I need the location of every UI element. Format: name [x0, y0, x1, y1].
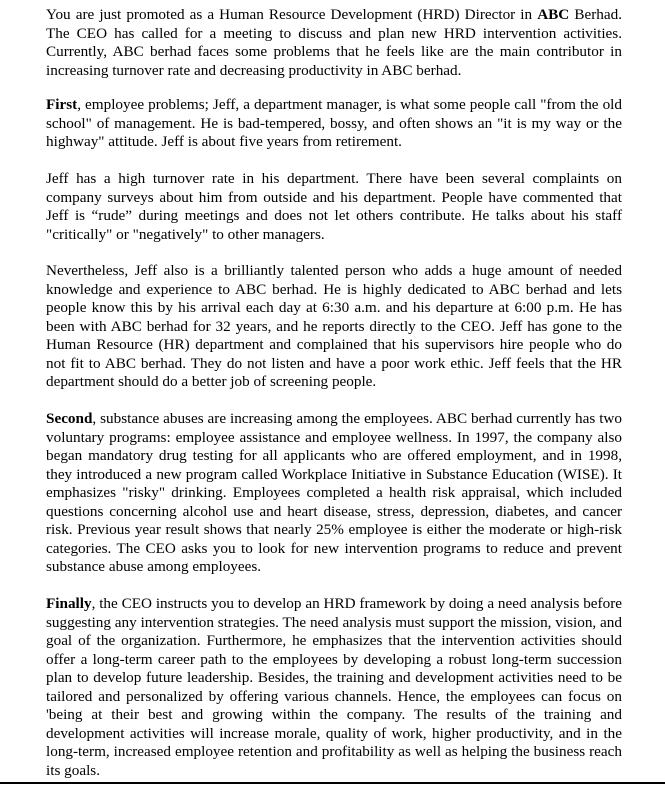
first-problem-paragraph [46, 96, 622, 152]
bottom-divider [0, 782, 665, 784]
jeff-turnover-text: Jeff has a high turnover rate in his department. There have been several complaints on company surveys about him from outside and his department. People have commented that Jeff is “rude” during meetings and does not let others contribute. He talks about his staff "critically" or "negatively" to other managers. [46, 170, 622, 243]
first-heading: First [46, 96, 78, 113]
intro-text-start: You are just promoted as a Human Resource Development (HRD) Director in [46, 6, 538, 23]
finally-heading: Finally [46, 595, 92, 612]
jeff-talent-paragraph [46, 262, 622, 392]
jeff-turnover-paragraph [46, 170, 622, 244]
second-problem-paragraph [46, 410, 622, 577]
finally-paragraph [46, 595, 622, 780]
jeff-talent-text: Nevertheless, Jeff also is a brilliantly talented person who adds a huge amount of needed knowledge and experience to ABC berhad. He is highly dedicated to ABC berhad and lets people know this by his arrival each day at 6:30 a.m. and his departure at 6:00 p.m. He has been with ABC berhad for 32 years, and he reports directly to the CEO. Jeff has gone to the Human Resource (HR) department and complained that his supervisors hire people who do not fit to ABC berhad. They do not listen and have a poor work ethic. Jeff feels that the HR department should do a better job of screening people. [46, 262, 622, 391]
intro-paragraph [46, 6, 622, 80]
finally-text: , the CEO instructs you to develop an HRD framework by doing a need analysis before suggesting any intervention strategies. The need analysis must support the mission, vision, and goal of the organization. Furthermore, he emphasizes that the intervention activities should offer a long-term career path to the employees by developing a robust long-term succession plan to develop future leadership. Besides, the training and development activities need to be tailored and personalized by offering various channels. Hence, the employees can focus on 'being at their best and growing within the company. The results of the training and development activities will increase morale, quality of work, higher productivity, and in the long-term, increased employee retention and profitability as well as helping the business reach its goals. [46, 595, 622, 779]
first-problem-text: , employee problems; Jeff, a department manager, is what some people call "from the old school" of management. He is bad-tempered, bossy, and often shows an "it is my way or the highway" attitude. Jeff is about five years from retirement. [46, 96, 622, 151]
second-problem-text: , substance abuses are increasing among the employees. ABC berhad currently has two voluntary programs: employee assistance and employee wellness. In 1997, the company also began mandatory drug testing for all applicants who are offered employment, and in 1998, they introduced a new program called Workplace Initiative in Substance Education (WISE). It emphasizes "risky" drinking. Employees completed a health risk appraisal, which included questions concerning alcohol use and heart disease, stress, depression, diabetes, and cancer risk. Previous year result shows that nearly 25% employee is either the moderate or high-risk categories. The CEO asks you to look for new intervention programs to reduce and prevent substance abuse among employees. [46, 410, 622, 576]
second-heading: Second [46, 410, 93, 427]
company-name-bold: ABC [537, 6, 570, 23]
intro-text-rest: Berhad. The CEO has called for a meeting to discuss and plan new HRD intervention activities. Currently, ABC berhad faces some problems that he feels like are the main contributor in increasing turnover rate and decreasing productivity in ABC berhad. [46, 6, 623, 79]
